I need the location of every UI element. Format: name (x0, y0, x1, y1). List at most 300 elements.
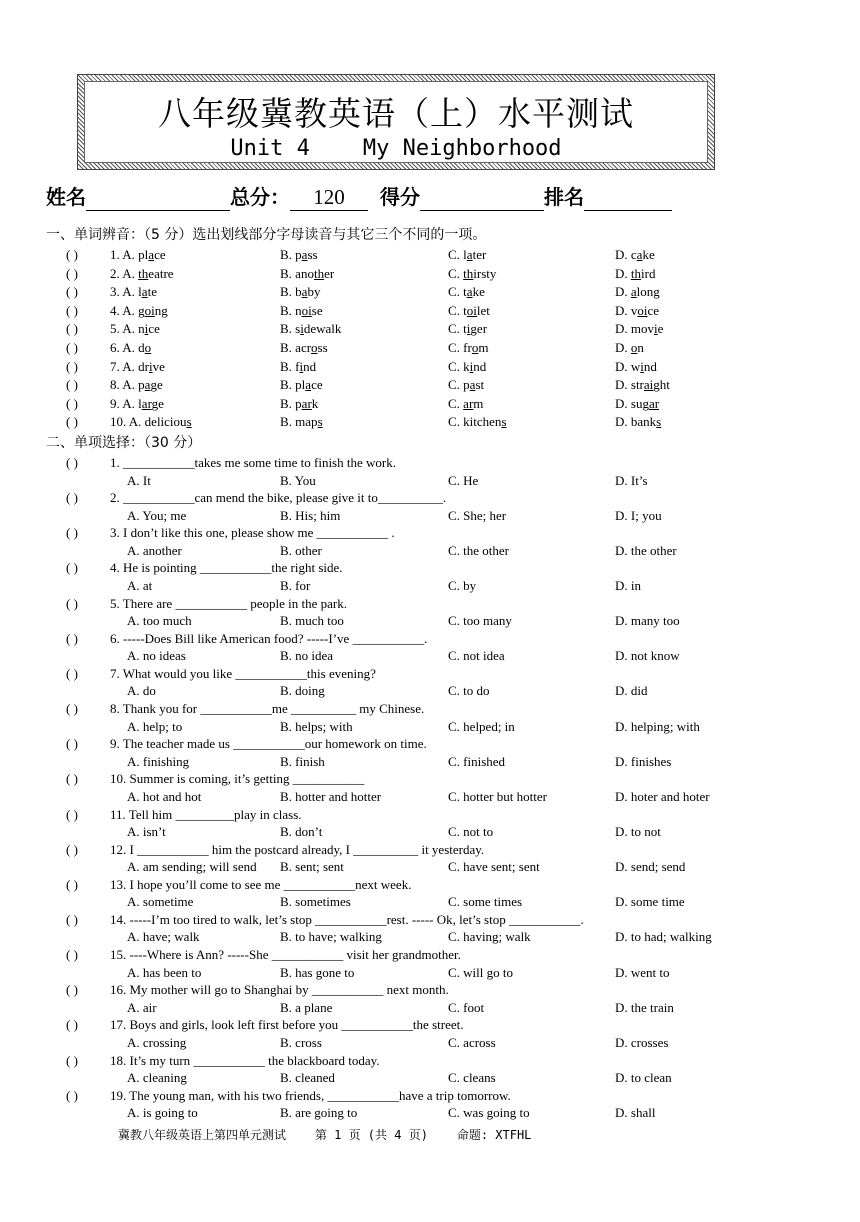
answer-parentheses[interactable]: ( ) (66, 490, 78, 506)
option-b: B. finish (280, 753, 325, 769)
option-d: D. movie (615, 321, 664, 337)
option-a: A. has been to (127, 964, 202, 980)
option-a: 4. A. going (110, 302, 168, 318)
question-stem: 6. -----Does Bill like American food? -----I’ve ___________. (110, 630, 428, 646)
answer-parentheses[interactable]: ( ) (66, 665, 78, 681)
option-a: A. have; walk (127, 929, 200, 945)
question-row (0, 665, 860, 683)
option-c: C. later (448, 247, 487, 262)
option-c: C. tiger (448, 321, 488, 337)
options-row (0, 682, 860, 700)
option-a: A. another (127, 542, 182, 558)
underlined-letters: o (471, 340, 479, 355)
answer-parentheses[interactable]: ( ) (66, 358, 78, 374)
option-b: B. noise (280, 302, 323, 318)
question-stem: 16. My mother will go to Shanghai by ___________ next month. (110, 982, 449, 998)
underlined-letters: a (466, 247, 473, 262)
underlined-letters: th (630, 265, 642, 281)
underlined-letters: i (654, 321, 658, 337)
option-a-word: going (138, 302, 168, 318)
option-d: D. many too (615, 613, 680, 629)
question-stem: 2. ___________can mend the bike, please give it to__________. (110, 490, 447, 506)
question-row (0, 246, 860, 264)
title-banner (77, 74, 715, 170)
option-b: B. maps (280, 414, 323, 430)
option-a: A. finishing (127, 753, 190, 769)
answer-parentheses[interactable]: ( ) (66, 876, 78, 892)
question-stem: 4. He is pointing ___________the right side. (110, 560, 343, 576)
option-d: D. shall (615, 1105, 656, 1121)
underlined-letters: i (300, 321, 304, 337)
option-d: D. wind (615, 358, 657, 374)
option-d: D. straight (615, 377, 670, 393)
underlined-letters: a (141, 284, 148, 300)
option-a: A. It (127, 472, 151, 488)
option-d: D. the other (615, 542, 677, 558)
underlined-letters: i (469, 358, 474, 374)
option-a: A. sometime (127, 894, 194, 910)
option-c-word: later (463, 247, 487, 262)
option-c: C. some times (448, 894, 523, 910)
question-row (0, 946, 860, 964)
option-d: D. some time (615, 894, 685, 910)
options-row (0, 928, 860, 946)
option-d-word: on (630, 340, 644, 355)
option-a-word: large (138, 395, 164, 411)
question-row (0, 302, 860, 320)
question-row (0, 806, 860, 824)
option-c: C. not to (448, 824, 494, 839)
option-b: B. to have; walking (280, 929, 382, 945)
option-b: B. sometimes (280, 894, 351, 910)
option-d: D. to not (615, 824, 661, 839)
question-row (0, 320, 860, 338)
underlined-letters: a (469, 377, 476, 393)
option-b: B. hotter and hotter (280, 788, 382, 804)
option-c: C. foot (448, 999, 485, 1015)
answer-parentheses[interactable]: ( ) (66, 414, 78, 430)
question-stem: 3. I don’t like this one, please show me ___________ . (110, 525, 395, 541)
answer-parentheses[interactable]: ( ) (66, 806, 78, 822)
option-a-word: page (138, 377, 163, 393)
option-c: C. thirsty (448, 265, 497, 281)
underlined-letters: th (463, 265, 474, 281)
option-b: B. You (280, 472, 316, 488)
option-d-word: wind (630, 358, 657, 374)
option-d: D. cake (615, 247, 655, 262)
underlined-letters: ai (643, 377, 654, 393)
option-a-word: drive (138, 358, 165, 374)
option-b: B. baby (280, 284, 321, 300)
question-row (0, 489, 860, 507)
options-row (0, 577, 860, 595)
answer-parentheses[interactable]: ( ) (66, 736, 78, 752)
option-b: B. across (280, 340, 328, 355)
option-c: C. to do (448, 683, 490, 699)
question-stem: 18. It’s my turn ___________ the blackboard today. (110, 1052, 380, 1068)
question-row (0, 376, 860, 394)
option-b: B. much too (280, 613, 344, 629)
answer-parentheses[interactable]: ( ) (66, 1087, 78, 1103)
page-footer: 冀教八年级英语上第四单元测试 第 1 页 (共 4 页) 命题: XTFHL (118, 1128, 532, 1142)
question-row (0, 1052, 860, 1070)
answer-parentheses[interactable]: ( ) (66, 1017, 78, 1033)
option-b-word: sidewalk (295, 321, 342, 337)
option-b-word: baby (295, 284, 321, 300)
question-row (0, 524, 860, 542)
question-stem: 8. Thank you for ___________me __________ my Chinese. (110, 701, 425, 717)
answer-parentheses[interactable]: ( ) (66, 321, 78, 337)
question-stem: 17. Boys and girls, look left first before you ___________the street. (110, 1017, 464, 1033)
question-row (0, 1016, 860, 1034)
answer-parentheses[interactable]: ( ) (66, 1052, 78, 1068)
option-b-word: across (295, 340, 328, 355)
option-d-word: along (630, 284, 660, 300)
option-a-word: late (138, 284, 157, 300)
underlined-letters: i (466, 321, 471, 337)
underlined-letters: a (144, 377, 151, 393)
option-c: C. She; her (448, 507, 507, 523)
underlined-letters: ar (301, 395, 312, 411)
option-b: B. His; him (280, 507, 341, 523)
option-c: C. will go to (448, 964, 514, 980)
option-d: D. the train (615, 999, 674, 1015)
option-b-word: place (295, 377, 323, 393)
underlined-letters: oi (466, 302, 477, 318)
question-row (0, 265, 860, 283)
question-row (0, 981, 860, 999)
options-row (0, 964, 860, 982)
option-a: 9. A. large (110, 395, 164, 411)
option-d: D. helping; with (615, 718, 700, 734)
answer-parentheses[interactable]: ( ) (66, 560, 78, 576)
option-b: B. pass (280, 247, 318, 262)
option-c: C. from (448, 340, 489, 355)
option-a-word: place (138, 247, 166, 262)
title-banner-inner (84, 81, 708, 163)
underlined-letters: ar (463, 395, 474, 411)
option-c-word: thirsty (463, 265, 497, 281)
underlined-letters: s (186, 414, 192, 430)
option-a: A. isn’t (127, 824, 166, 839)
question-stem: 5. There are ___________ people in the park. (110, 595, 347, 611)
option-c: C. He (448, 472, 479, 488)
option-a: 1. A. place (110, 247, 166, 262)
underlined-letters: a (301, 284, 308, 300)
underlined-letters: a (305, 377, 312, 393)
option-c: C. helped; in (448, 718, 515, 734)
question-stem: 1. ___________takes me some time to finish the work. (110, 455, 396, 470)
underlined-letters: o (311, 340, 318, 355)
option-a-word: nice (138, 321, 160, 337)
option-a-word: delicious (144, 414, 192, 430)
answer-parentheses[interactable]: ( ) (66, 247, 78, 262)
exam-title: 八年级冀教英语（上）水平测试 (158, 94, 634, 133)
option-d: D. banks (615, 414, 662, 430)
options-row (0, 542, 860, 560)
option-c: C. too many (448, 613, 512, 629)
underlined-letters: o (144, 340, 152, 355)
option-d: D. third (615, 265, 656, 281)
option-d-word: sugar (630, 395, 660, 411)
option-c: C. kind (448, 358, 487, 374)
options-row (0, 472, 860, 490)
underlined-letters: s (501, 414, 507, 430)
answer-parentheses[interactable]: ( ) (66, 841, 78, 857)
option-c-word: tiger (463, 321, 488, 337)
answer-parentheses[interactable]: ( ) (66, 340, 78, 355)
option-d: D. send; send (615, 859, 686, 875)
rank-label: 排名 (544, 185, 584, 209)
answer-parentheses[interactable]: ( ) (66, 595, 78, 611)
option-d-word: voice (630, 302, 660, 318)
option-c-word: from (463, 340, 489, 355)
option-d: D. went to (615, 964, 670, 980)
option-c: C. hotter but hotter (448, 788, 547, 804)
option-d: D. not know (615, 648, 680, 664)
option-b: B. cross (280, 1034, 322, 1050)
option-b: B. other (280, 542, 322, 558)
option-c-word: kitchens (463, 414, 507, 430)
option-a: A. is going to (127, 1105, 198, 1121)
option-d: D. It’s (615, 472, 648, 488)
option-c: C. across (448, 1034, 496, 1050)
option-c: C. toilet (448, 302, 490, 318)
option-c: C. cleans (448, 1070, 496, 1086)
answer-parentheses[interactable]: ( ) (66, 701, 78, 717)
options-row (0, 1034, 860, 1052)
option-c: C. finished (448, 753, 506, 769)
options-row (0, 999, 860, 1017)
answer-parentheses[interactable]: ( ) (66, 982, 78, 998)
option-d: D. along (615, 284, 660, 300)
underlined-letters: s (317, 414, 323, 430)
option-a: A. no ideas (127, 648, 186, 664)
option-b-word: maps (295, 414, 323, 430)
question-row (0, 1087, 860, 1105)
question-row (0, 876, 860, 894)
underlined-letters: i (299, 358, 304, 374)
underlined-letters: oi (637, 302, 648, 318)
underlined-letters: a (630, 284, 637, 300)
answer-parentheses[interactable]: ( ) (66, 947, 78, 963)
option-a: 6. A. do (110, 340, 152, 355)
option-a: 8. A. page (110, 377, 163, 393)
option-b: B. for (280, 577, 311, 593)
question-row (0, 395, 860, 413)
option-d-word: third (630, 265, 656, 281)
options-row (0, 1069, 860, 1087)
underlined-letters: i (149, 358, 153, 374)
question-stem: 12. I ___________ him the postcard already, I __________ it yesterday. (110, 841, 485, 857)
underlined-letters: s (656, 414, 662, 430)
option-d: D. crosses (615, 1034, 669, 1050)
option-d: D. to clean (615, 1070, 672, 1086)
option-d: D. voice (615, 302, 660, 318)
option-c: C. kitchens (448, 414, 507, 430)
options-row (0, 893, 860, 911)
option-a: A. You; me (127, 507, 187, 523)
question-row (0, 283, 860, 301)
question-row (0, 413, 860, 431)
option-d: D. hoter and hoter (615, 788, 710, 804)
option-d-word: cake (630, 247, 655, 262)
question-row (0, 700, 860, 718)
question-row (0, 358, 860, 376)
options-row (0, 718, 860, 736)
options-row (0, 858, 860, 876)
question-row (0, 559, 860, 577)
option-b: B. sent; sent (280, 859, 344, 875)
question-stem: 7. What would you like ___________this evening? (110, 665, 376, 681)
underlined-letters: ar (648, 395, 660, 411)
option-d: D. I; you (615, 507, 662, 523)
option-d-word: movie (630, 321, 664, 337)
option-a: A. help; to (127, 718, 183, 734)
option-b-word: pass (295, 247, 318, 262)
option-a: A. do (127, 683, 156, 699)
question-stem: 14. -----I’m too tired to walk, let’s stop ___________rest. ----- Ok, let’s stop ___________. (110, 911, 584, 927)
answer-parentheses[interactable]: ( ) (66, 455, 78, 470)
option-a: 2. A. theatre (110, 265, 174, 281)
option-c: C. past (448, 377, 485, 393)
options-row (0, 753, 860, 771)
option-b: B. doing (280, 683, 325, 699)
answer-parentheses[interactable]: ( ) (66, 302, 78, 318)
option-d: D. to had; walking (615, 929, 712, 945)
option-b-word: noise (295, 302, 323, 318)
answer-parentheses[interactable]: ( ) (66, 265, 78, 281)
option-a: 3. A. late (110, 284, 157, 300)
options-row (0, 647, 860, 665)
option-c: C. have sent; sent (448, 859, 540, 875)
option-b: B. don’t (280, 824, 323, 839)
answer-parentheses[interactable]: ( ) (66, 284, 78, 300)
option-b-word: another (295, 265, 335, 281)
option-c: C. take (448, 284, 485, 300)
score-blank[interactable] (420, 188, 544, 211)
option-c: C. by (448, 577, 477, 593)
option-d: D. sugar (615, 395, 660, 411)
option-c-word: kind (463, 358, 487, 374)
answer-parentheses[interactable]: ( ) (66, 630, 78, 646)
underlined-letters: th (313, 265, 325, 281)
option-b-word: park (295, 395, 319, 411)
option-c: C. was going to (448, 1105, 530, 1121)
total-label: 总分： (230, 185, 290, 209)
answer-parentheses[interactable]: ( ) (66, 395, 78, 411)
option-b: B. park (280, 395, 319, 411)
question-stem: 15. ----Where is Ann? -----She ___________ visit her grandmother. (110, 947, 461, 963)
option-b: B. a plane (280, 999, 333, 1015)
underlined-letters: oi (301, 302, 312, 318)
option-d: D. did (615, 683, 648, 699)
option-d: D. finishes (615, 753, 672, 769)
question-row (0, 630, 860, 648)
option-c: C. having; walk (448, 929, 531, 945)
option-c: C. the other (448, 542, 510, 558)
underlined-letters: i (640, 358, 644, 374)
question-row (0, 841, 860, 859)
option-a: A. cleaning (127, 1070, 187, 1086)
option-c-word: toilet (463, 302, 490, 318)
option-b: B. place (280, 377, 323, 393)
answer-parentheses[interactable]: ( ) (66, 377, 78, 393)
rank-blank[interactable] (584, 188, 672, 211)
question-row (0, 454, 860, 472)
option-a-word: do (138, 340, 152, 355)
name-blank[interactable] (86, 188, 230, 211)
options-row (0, 612, 860, 630)
options-row (0, 507, 860, 525)
options-row (0, 1104, 860, 1122)
option-c-word: take (463, 284, 485, 300)
question-row (0, 595, 860, 613)
section1-title: 一、单词辨音：（5 分）选出划线部分字母读音与其它三个不同的一项。 (46, 227, 487, 243)
option-a: A. am sending; will send (127, 859, 257, 875)
option-c: C. arm (448, 395, 484, 411)
option-b: B. helps; with (280, 718, 353, 734)
total-score-value: 120 (290, 185, 368, 211)
option-d-word: straight (630, 377, 670, 393)
underlined-letters: a (301, 247, 308, 262)
score-label: 得分 (380, 185, 420, 209)
option-d-word: banks (630, 414, 662, 430)
option-c: C. not idea (448, 648, 505, 664)
section2-title: 二、单项选择：（30 分） (46, 435, 202, 451)
answer-parentheses[interactable]: ( ) (66, 771, 78, 787)
option-d: D. in (615, 577, 641, 593)
option-a: 7. A. drive (110, 358, 165, 374)
option-b: B. cleaned (280, 1070, 335, 1086)
option-a: A. too much (127, 613, 192, 629)
question-stem: 11. Tell him _________play in class. (110, 806, 302, 822)
question-row (0, 911, 860, 929)
question-row (0, 339, 860, 357)
option-b: B. no idea (280, 648, 334, 664)
option-b: B. sidewalk (280, 321, 342, 337)
answer-parentheses[interactable]: ( ) (66, 525, 78, 541)
option-c-word: arm (463, 395, 484, 411)
option-d: D. on (615, 340, 644, 355)
question-stem: 9. The teacher made us ___________our homework on time. (110, 736, 427, 752)
option-b: B. find (280, 358, 317, 374)
question-stem: 10. Summer is coming, it’s getting ___________ (110, 771, 365, 787)
underlined-letters: ar (141, 395, 152, 411)
unit-title: Unit 4 My Neighborhood (230, 136, 562, 161)
question-stem: 13. I hope you’ll come to see me ___________next week. (110, 876, 412, 892)
option-a: A. hot and hot (127, 788, 202, 804)
underlined-letters: oi (144, 302, 155, 318)
option-a: A. air (127, 999, 157, 1015)
underlined-letters: o (630, 340, 638, 355)
option-b: B. are going to (280, 1105, 358, 1121)
answer-parentheses[interactable]: ( ) (66, 911, 78, 927)
option-b: B. another (280, 265, 335, 281)
student-info-line (46, 181, 746, 211)
option-a: 5. A. nice (110, 321, 160, 337)
option-b-word: find (295, 358, 317, 374)
underlined-letters: a (636, 247, 643, 262)
name-label: 姓名 (46, 185, 86, 209)
options-row (0, 823, 860, 841)
option-a: A. at (127, 577, 153, 593)
underlined-letters: a (148, 247, 155, 262)
option-b: B. has gone to (280, 964, 355, 980)
question-row (0, 770, 860, 788)
underlined-letters: th (138, 265, 149, 281)
question-row (0, 735, 860, 753)
